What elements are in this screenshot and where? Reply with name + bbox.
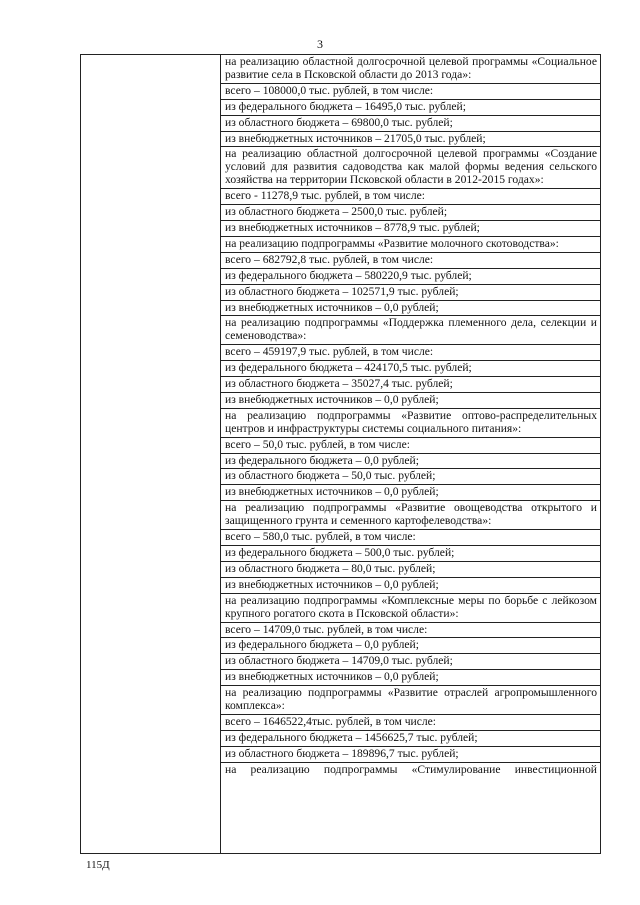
table-row: из областного бюджета – 189896,7 тыс. рублей; — [221, 747, 600, 763]
table-row: из федерального бюджета – 500,0 тыс. рублей; — [221, 546, 600, 562]
table-row: из внебюджетных источников – 0,0 рублей; — [221, 670, 600, 686]
table-row: из внебюджетных источников – 21705,0 тыс. рублей; — [221, 132, 600, 148]
table-row: на реализацию областной долгосрочной целевой программы «Социальное развитие села в Псковской области до 2013 года»: — [221, 55, 600, 84]
table-row: из федерального бюджета – 0,0 рублей; — [221, 638, 600, 654]
table-row: всего – 1646522,4тыс. рублей, в том числе: — [221, 715, 600, 731]
table-row: всего – 580,0 тыс. рублей, в том числе: — [221, 530, 600, 546]
document-table — [80, 54, 601, 854]
table-row: из областного бюджета – 14709,0 тыс. рублей; — [221, 654, 600, 670]
table-row: на реализацию подпрограммы «Поддержка племенного дела, селекции и семеноводства»: — [221, 316, 600, 345]
table-left-column — [81, 55, 221, 853]
page-number: 3 — [317, 37, 323, 51]
table-row: всего - 11278,9 тыс. рублей, в том числе: — [221, 189, 600, 205]
table-row: из областного бюджета – 50,0 тыс. рублей; — [221, 469, 600, 485]
table-row: на реализацию подпрограммы «Комплексные меры по борьбе с лейкозом крупного рогатого скота в Псковской области»: — [221, 594, 600, 623]
table-row: из внебюджетных источников – 0,0 рублей; — [221, 301, 600, 317]
table-row: всего – 50,0 тыс. рублей, в том числе: — [221, 438, 600, 454]
table-row: из областного бюджета – 35027,4 тыс. рублей; — [221, 377, 600, 393]
table-row: на реализацию областной долгосрочной целевой программы «Создание условий для развития садоводства как малой формы ведения сельского хозяйства на территории Псковской области в 2012-2015 годах»: — [221, 147, 600, 189]
table-row: всего – 682792,8 тыс. рублей, в том числе: — [221, 253, 600, 269]
table-row: всего – 459197,9 тыс. рублей, в том числе: — [221, 345, 600, 361]
table-row: из внебюджетных источников – 0,0 рублей; — [221, 485, 600, 501]
table-row: из областного бюджета – 80,0 тыс. рублей; — [221, 562, 600, 578]
table-row: из федерального бюджета – 1456625,7 тыс. рублей; — [221, 731, 600, 747]
table-row: на реализацию подпрограммы «Развитие отраслей агропромышленного комплекса»: — [221, 686, 600, 715]
table-row: из областного бюджета – 102571,9 тыс. рублей; — [221, 285, 600, 301]
table-row: всего – 108000,0 тыс. рублей, в том числе: — [221, 84, 600, 100]
table-row: на реализацию подпрограммы «Развитие овощеводства открытого и защищенного грунта и семенного картофелеводства»: — [221, 501, 600, 530]
table-right-column — [221, 55, 600, 853]
table-row: из федерального бюджета – 0,0 рублей; — [221, 454, 600, 470]
table-row: на реализацию подпрограммы «Развитие молочного скотоводства»: — [221, 237, 600, 253]
table-row: из внебюджетных источников – 0,0 рублей; — [221, 393, 600, 409]
footer-code: 115Д — [86, 859, 110, 871]
table-row: из областного бюджета – 69800,0 тыс. рублей; — [221, 116, 600, 132]
table-row: из федерального бюджета – 580220,9 тыс. рублей; — [221, 269, 600, 285]
table-row: всего – 14709,0 тыс. рублей, в том числе: — [221, 623, 600, 639]
table-row: на реализацию подпрограммы «Развитие оптово-распределительных центров и инфраструктуры системы социального питания»: — [221, 409, 600, 438]
table-row: из областного бюджета – 2500,0 тыс. рублей; — [221, 205, 600, 221]
table-row: из внебюджетных источников – 8778,9 тыс. рублей; — [221, 221, 600, 237]
table-row: на реализацию подпрограммы «Стимулирование инвестиционной — [225, 762, 597, 776]
table-row: из федерального бюджета – 16495,0 тыс. рублей; — [221, 100, 600, 116]
table-row: из внебюджетных источников – 0,0 рублей; — [221, 578, 600, 594]
table-row: из федерального бюджета – 424170,5 тыс. рублей; — [221, 361, 600, 377]
